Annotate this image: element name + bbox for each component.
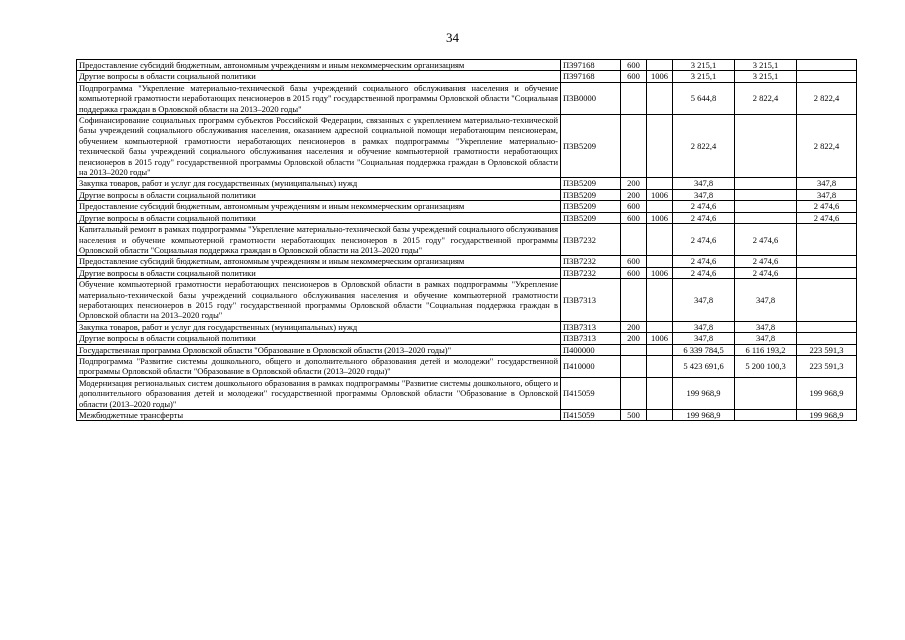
table-row <box>77 224 857 256</box>
section-code-cell <box>647 60 673 71</box>
amount-federal-cell: 2 822,4 <box>797 115 857 178</box>
amount-federal-cell <box>797 267 857 278</box>
table-row <box>77 201 857 212</box>
target-code-cell: П397168 <box>561 60 621 71</box>
section-code-cell <box>647 355 673 377</box>
amount-federal-cell: 347,8 <box>797 178 857 189</box>
table-row <box>77 212 857 223</box>
section-code-cell: 1006 <box>647 212 673 223</box>
amount-total-cell: 3 215,1 <box>673 60 735 71</box>
amount-regional-cell: 2 474,6 <box>735 267 797 278</box>
amount-federal-cell <box>797 71 857 82</box>
item-name-cell: Межбюджетные трансферты <box>77 410 561 421</box>
amount-total-cell: 347,8 <box>673 333 735 344</box>
target-code-cell: П3В7313 <box>561 333 621 344</box>
section-code-cell <box>647 321 673 332</box>
section-code-cell: 1006 <box>647 333 673 344</box>
item-name-cell: Государственная программа Орловской области "Образование в Орловской области (2013–2020 годы)" <box>77 344 561 355</box>
amount-total-cell: 2 474,6 <box>673 256 735 267</box>
amount-total-cell: 3 215,1 <box>673 71 735 82</box>
section-code-cell <box>647 344 673 355</box>
amount-total-cell: 2 474,6 <box>673 267 735 278</box>
target-code-cell: П3В5209 <box>561 189 621 200</box>
table-row <box>77 60 857 71</box>
expense-type-cell <box>621 115 647 178</box>
item-name-cell: Другие вопросы в области социальной политики <box>77 333 561 344</box>
amount-federal-cell <box>797 256 857 267</box>
amount-total-cell: 2 474,6 <box>673 201 735 212</box>
target-code-cell: П410000 <box>561 355 621 377</box>
table-row <box>77 355 857 377</box>
table-row <box>77 344 857 355</box>
section-code-cell <box>647 279 673 322</box>
amount-federal-cell: 2 474,6 <box>797 201 857 212</box>
table-row <box>77 82 857 114</box>
expense-type-cell: 200 <box>621 333 647 344</box>
section-code-cell: 1006 <box>647 71 673 82</box>
amount-total-cell: 5 423 691,6 <box>673 355 735 377</box>
expense-type-cell <box>621 377 647 409</box>
amount-regional-cell <box>735 189 797 200</box>
item-name-cell: Другие вопросы в области социальной политики <box>77 212 561 223</box>
amount-regional-cell: 2 474,6 <box>735 256 797 267</box>
table-row <box>77 115 857 178</box>
amount-regional-cell <box>735 201 797 212</box>
amount-federal-cell: 223 591,3 <box>797 344 857 355</box>
section-code-cell <box>647 256 673 267</box>
amount-federal-cell <box>797 224 857 256</box>
amount-regional-cell <box>735 178 797 189</box>
amount-regional-cell: 3 215,1 <box>735 60 797 71</box>
target-code-cell: П3В5209 <box>561 178 621 189</box>
table-row <box>77 256 857 267</box>
table-row <box>77 178 857 189</box>
item-name-cell: Закупка товаров, работ и услуг для государственных (муниципальных) нужд <box>77 178 561 189</box>
amount-regional-cell: 347,8 <box>735 333 797 344</box>
expense-type-cell <box>621 279 647 322</box>
amount-federal-cell: 2 474,6 <box>797 212 857 223</box>
amount-total-cell: 6 339 784,5 <box>673 344 735 355</box>
item-name-cell: Модернизация региональных систем дошкольного образования в рамках подпрограммы "Развитие системы дошкольного, общего и дополнительного образования детей и молодежи" государственной программы Орловской области "Образование в Орловской области (2013–2020 годы)" <box>77 377 561 409</box>
target-code-cell: П3В0000 <box>561 82 621 114</box>
amount-total-cell: 5 644,8 <box>673 82 735 114</box>
amount-federal-cell <box>797 333 857 344</box>
expense-type-cell: 600 <box>621 60 647 71</box>
budget-table <box>76 59 857 421</box>
expense-type-cell <box>621 344 647 355</box>
amount-federal-cell: 223 591,3 <box>797 355 857 377</box>
item-name-cell: Подпрограмма "Развитие системы дошкольного, общего и дополнительного образования детей и молодежи" государственной программы Орловской области "Образование в Орловской области (2013–2020 годы)" <box>77 355 561 377</box>
amount-total-cell: 347,8 <box>673 279 735 322</box>
item-name-cell: Софинансирование социальных программ субъектов Российской Федерации, связанных с укреплением материально-технической базы учреждений социального обслуживания населения, оказанием адресной социальной помощи неработающим пенсионерам, обучением компьютерной грамотности неработающих пенсионеров в рамках подпрограммы "Укрепление материально-технической базы учреждений социального обслуживания населения и обучение компьютерной грамотности неработающих пенсионеров в 2015 году" государственной программы Орловской области "Социальная поддержка граждан в Орловской области на 2013–2020 годы" <box>77 115 561 178</box>
target-code-cell: П415059 <box>561 410 621 421</box>
expense-type-cell <box>621 355 647 377</box>
expense-type-cell: 200 <box>621 189 647 200</box>
table-row <box>77 377 857 409</box>
amount-total-cell: 199 968,9 <box>673 410 735 421</box>
amount-total-cell: 347,8 <box>673 189 735 200</box>
amount-total-cell: 2 822,4 <box>673 115 735 178</box>
item-name-cell: Предоставление субсидий бюджетным, автономным учреждениям и иным некоммерческим организациям <box>77 201 561 212</box>
item-name-cell: Другие вопросы в области социальной политики <box>77 267 561 278</box>
table-row <box>77 279 857 322</box>
table-row <box>77 333 857 344</box>
table-row <box>77 267 857 278</box>
amount-federal-cell: 199 968,9 <box>797 377 857 409</box>
expense-type-cell: 600 <box>621 71 647 82</box>
expense-type-cell <box>621 224 647 256</box>
target-code-cell: П3В7313 <box>561 279 621 322</box>
amount-total-cell: 199 968,9 <box>673 377 735 409</box>
section-code-cell <box>647 82 673 114</box>
target-code-cell: П397168 <box>561 71 621 82</box>
expense-type-cell: 200 <box>621 178 647 189</box>
amount-regional-cell <box>735 377 797 409</box>
amount-federal-cell: 199 968,9 <box>797 410 857 421</box>
item-name-cell: Другие вопросы в области социальной политики <box>77 71 561 82</box>
table-row <box>77 189 857 200</box>
section-code-cell: 1006 <box>647 267 673 278</box>
expense-type-cell: 600 <box>621 256 647 267</box>
amount-total-cell: 2 474,6 <box>673 212 735 223</box>
section-code-cell <box>647 201 673 212</box>
section-code-cell <box>647 178 673 189</box>
amount-regional-cell <box>735 115 797 178</box>
amount-federal-cell: 2 822,4 <box>797 82 857 114</box>
section-code-cell <box>647 410 673 421</box>
target-code-cell: П415059 <box>561 377 621 409</box>
amount-federal-cell <box>797 321 857 332</box>
section-code-cell <box>647 115 673 178</box>
amount-federal-cell <box>797 279 857 322</box>
target-code-cell: П3В5209 <box>561 212 621 223</box>
expense-type-cell <box>621 82 647 114</box>
target-code-cell: П3В7232 <box>561 256 621 267</box>
target-code-cell: П3В7232 <box>561 267 621 278</box>
target-code-cell: П3В5209 <box>561 115 621 178</box>
item-name-cell: Закупка товаров, работ и услуг для государственных (муниципальных) нужд <box>77 321 561 332</box>
section-code-cell: 1006 <box>647 189 673 200</box>
expense-type-cell: 200 <box>621 321 647 332</box>
table-row <box>77 321 857 332</box>
amount-total-cell: 347,8 <box>673 321 735 332</box>
expense-type-cell: 600 <box>621 201 647 212</box>
amount-regional-cell: 2 822,4 <box>735 82 797 114</box>
target-code-cell: П3В5209 <box>561 201 621 212</box>
table-row <box>77 410 857 421</box>
amount-regional-cell: 5 200 100,3 <box>735 355 797 377</box>
amount-regional-cell: 6 116 193,2 <box>735 344 797 355</box>
amount-regional-cell: 347,8 <box>735 279 797 322</box>
item-name-cell: Обучение компьютерной грамотности неработающих пенсионеров в Орловской области в рамках подпрограммы "Укрепление материально-технической базы учреждений социального обслуживания населения и обучение компьютерной грамотности неработающих пенсионеров в 2015 году" государственной программы Орловской области "Социальная поддержка граждан в Орловской области на 2013–2020 годы" <box>77 279 561 322</box>
expense-type-cell: 600 <box>621 212 647 223</box>
amount-regional-cell: 347,8 <box>735 321 797 332</box>
page-number: 34 <box>446 30 459 45</box>
table-body <box>77 60 857 421</box>
item-name-cell: Подпрограмма "Укрепление материально-технической базы учреждений социального обслуживания населения и обучение компьютерной грамотности неработающих пенсионеров в 2015 году" государственной программы Орловской области "Социальная поддержка граждан в Орловской области на 2013–2020 годы" <box>77 82 561 114</box>
amount-regional-cell <box>735 212 797 223</box>
amount-federal-cell: 347,8 <box>797 189 857 200</box>
item-name-cell: Капитальный ремонт в рамках подпрограммы "Укрепление материально-технической базы учреждений социального обслуживания населения и обучение компьютерной грамотности неработающих пенсионеров в 2015 году" государственной программы Орловской области "Социальная поддержка граждан в Орловской области на 2013–2020 годы" <box>77 224 561 256</box>
item-name-cell: Другие вопросы в области социальной политики <box>77 189 561 200</box>
item-name-cell: Предоставление субсидий бюджетным, автономным учреждениям и иным некоммерческим организациям <box>77 60 561 71</box>
amount-regional-cell: 3 215,1 <box>735 71 797 82</box>
target-code-cell: П3В7232 <box>561 224 621 256</box>
amount-regional-cell: 2 474,6 <box>735 224 797 256</box>
target-code-cell: П3В7313 <box>561 321 621 332</box>
expense-type-cell: 500 <box>621 410 647 421</box>
amount-regional-cell <box>735 410 797 421</box>
table-row <box>77 71 857 82</box>
item-name-cell: Предоставление субсидий бюджетным, автономным учреждениям и иным некоммерческим организациям <box>77 256 561 267</box>
expense-type-cell: 600 <box>621 267 647 278</box>
section-code-cell <box>647 224 673 256</box>
amount-total-cell: 2 474,6 <box>673 224 735 256</box>
amount-federal-cell <box>797 60 857 71</box>
section-code-cell <box>647 377 673 409</box>
target-code-cell: П400000 <box>561 344 621 355</box>
amount-total-cell: 347,8 <box>673 178 735 189</box>
